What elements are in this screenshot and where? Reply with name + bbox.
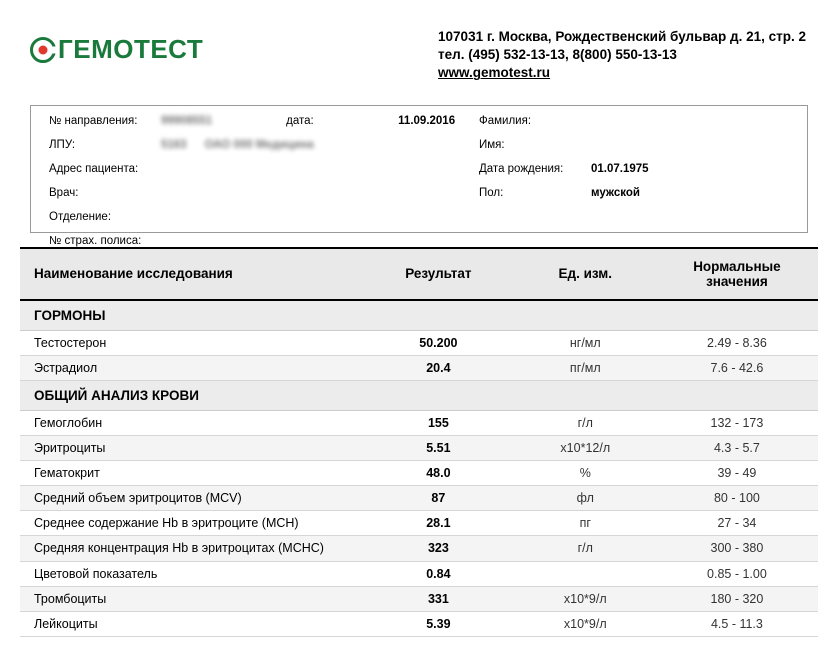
analyte-name: Эритроциты xyxy=(20,435,362,460)
analyte-unit: х10*12/л xyxy=(515,435,656,460)
referral-number-label: № направления: xyxy=(49,114,138,127)
company-logo xyxy=(30,34,203,65)
lpu-extra-value: ОАО 000 Медицина xyxy=(204,138,314,151)
info-row-lpu xyxy=(49,139,449,163)
column-header-result: Результат xyxy=(362,248,515,300)
analyte-result: 87 xyxy=(362,485,515,510)
info-row-policy xyxy=(49,235,449,259)
analyte-result: 50.200 xyxy=(362,330,515,355)
table-row xyxy=(20,510,818,535)
info-row-doctor xyxy=(49,187,449,211)
gender-value: мужской xyxy=(591,186,640,199)
analyte-name: Цветовой показатель xyxy=(20,562,362,587)
gender-label: Пол: xyxy=(479,186,504,199)
info-row-address xyxy=(49,163,449,187)
table-row xyxy=(20,330,818,355)
lpu-label: ЛПУ: xyxy=(49,138,76,151)
analyte-result: 28.1 xyxy=(362,510,515,535)
analyte-norm: 80 - 100 xyxy=(656,485,818,510)
table-row xyxy=(20,587,818,612)
company-name: ГЕМОТЕСТ xyxy=(58,34,204,64)
table-row xyxy=(20,355,818,380)
birthdate-label: Дата рождения: xyxy=(479,162,564,175)
analyte-result: 5.39 xyxy=(362,612,515,637)
company-address: 107031 г. Москва, Рождественский бульвар д. 21, стр. 2 xyxy=(438,29,806,44)
gemotest-circle-logo-icon xyxy=(30,37,56,63)
analyte-name: Эстрадиол xyxy=(20,355,362,380)
info-row-referral xyxy=(49,114,456,139)
analyte-name: Гемоглобин xyxy=(20,410,362,435)
table-row xyxy=(20,410,818,435)
section-title: ГОРМОНЫ xyxy=(20,300,818,331)
analyte-result: 48.0 xyxy=(362,460,515,485)
surname-label: Фамилия: xyxy=(479,114,532,127)
patient-address-label: Адрес пациента: xyxy=(49,162,139,175)
date-value: 11.09.2016 xyxy=(398,114,456,127)
analyte-result: 331 xyxy=(362,587,515,612)
info-row-department xyxy=(49,211,449,235)
company-website[interactable]: www.gemotest.ru xyxy=(438,65,551,81)
analyte-norm: 7.6 - 42.6 xyxy=(656,355,818,380)
table-row xyxy=(20,535,818,562)
analyte-result: 155 xyxy=(362,410,515,435)
analyte-unit xyxy=(515,562,656,587)
analyte-unit: пг/мл xyxy=(515,355,656,380)
section-row xyxy=(20,380,818,410)
analyte-unit: г/л xyxy=(515,535,656,562)
analyte-unit: г/л xyxy=(515,410,656,435)
table-row xyxy=(20,485,818,510)
info-row-birthdate xyxy=(479,163,819,187)
analyte-name: Среднее содержание Hb в эритроците (MCH) xyxy=(20,510,362,535)
analyte-result: 5.51 xyxy=(362,435,515,460)
analyte-name: Средний объем эритроцитов (MCV) xyxy=(20,485,362,510)
patient-info-right-column xyxy=(479,115,819,211)
analyte-result: 0.84 xyxy=(362,562,515,587)
analyte-unit: х10*9/л xyxy=(515,587,656,612)
column-header-norm-line1: Нормальные xyxy=(693,258,781,274)
birthdate-value: 01.07.1975 xyxy=(591,162,649,175)
report-header xyxy=(0,0,838,83)
analyte-norm: 4.5 - 11.3 xyxy=(656,612,818,637)
analyte-norm: 27 - 34 xyxy=(656,510,818,535)
info-row-surname xyxy=(479,115,819,139)
section-title: ОБЩИЙ АНАЛИЗ КРОВИ xyxy=(20,380,818,410)
analyte-unit: нг/мл xyxy=(515,330,656,355)
doctor-label: Врач: xyxy=(49,186,79,199)
analyte-name: Лейкоциты xyxy=(20,612,362,637)
column-header-norm-line2: значения xyxy=(706,273,768,289)
analyte-result: 323 xyxy=(362,535,515,562)
analyte-unit: х10*9/л xyxy=(515,612,656,637)
lpu-value: 5163 xyxy=(161,138,187,151)
analyte-norm: 4.3 - 5.7 xyxy=(656,435,818,460)
referral-number-value: 99908551 xyxy=(161,114,213,127)
column-header-unit: Ед. изм. xyxy=(515,248,656,300)
info-row-gender xyxy=(479,187,819,211)
analyte-unit: фл xyxy=(515,485,656,510)
analyte-result: 20.4 xyxy=(362,355,515,380)
results-table-body xyxy=(20,300,818,637)
policy-number-label: № страх. полиса: xyxy=(49,234,142,247)
column-header-name: Наименование исследования xyxy=(20,248,362,300)
analyte-norm: 2.49 - 8.36 xyxy=(656,330,818,355)
info-row-firstname xyxy=(479,139,819,163)
results-table xyxy=(20,247,818,638)
analyte-norm: 39 - 49 xyxy=(656,460,818,485)
table-row xyxy=(20,460,818,485)
analyte-norm: 132 - 173 xyxy=(656,410,818,435)
firstname-label: Имя: xyxy=(479,138,505,151)
column-header-norm xyxy=(656,248,818,300)
company-phones: тел. (495) 532-13-13, 8(800) 550-13-13 xyxy=(438,47,677,63)
analyte-name: Тромбоциты xyxy=(20,587,362,612)
department-label: Отделение: xyxy=(49,210,112,223)
table-row xyxy=(20,435,818,460)
analyte-norm: 300 - 380 xyxy=(656,535,818,562)
analyte-unit: пг xyxy=(515,510,656,535)
analyte-norm: 0.85 - 1.00 xyxy=(656,562,818,587)
analyte-name: Средняя концентрация Hb в эритроцитах (MCHC) xyxy=(20,535,362,562)
analyte-norm: 180 - 320 xyxy=(656,587,818,612)
section-row xyxy=(20,300,818,331)
date-label: дата: xyxy=(286,114,314,127)
analyte-name: Гематокрит xyxy=(20,460,362,485)
patient-info-left-column xyxy=(49,114,456,259)
analyte-name: Тестостерон xyxy=(20,330,362,355)
analyte-unit: % xyxy=(515,460,656,485)
patient-info-box xyxy=(30,105,808,247)
company-contact-block xyxy=(438,26,806,83)
table-row xyxy=(20,562,818,587)
table-row xyxy=(20,612,818,637)
